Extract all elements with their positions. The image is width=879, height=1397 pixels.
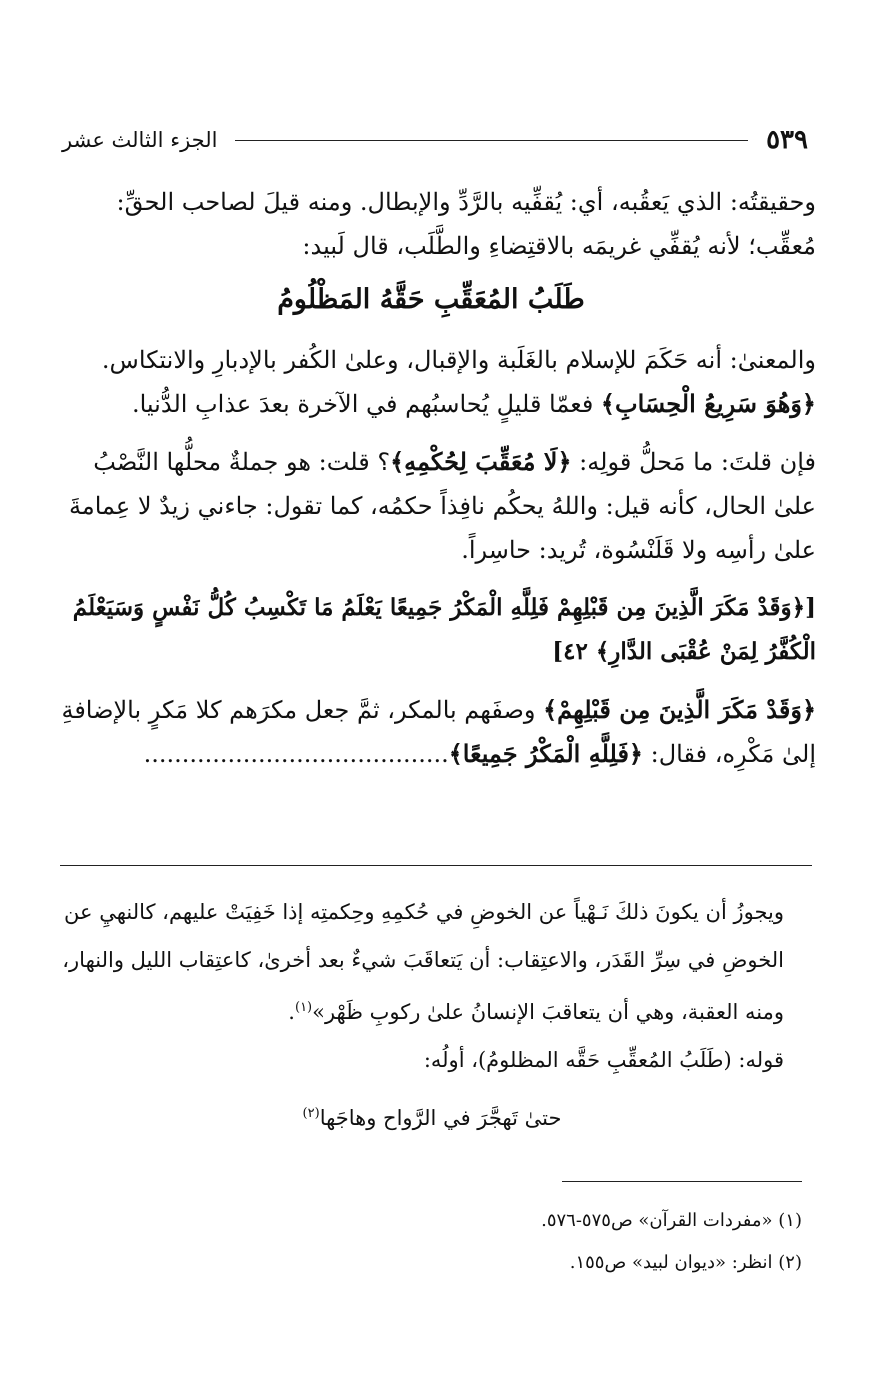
footnote-2: (٢) انظر: «ديوان لبيد» ص١٥٥. <box>569 1252 802 1273</box>
paragraph-definition: وحقيقتُه: الذي يَعقُبه، أي: يُقفِّيه بالرَّدِّ والإبطال. ومنه قيلَ لصاحب الحقِّ: مُعقِّب؛ لأنه يُقفِّي غريمَه بالاقتِضاءِ والطَّلَب، قال لَبيد: <box>116 188 816 260</box>
quran-quote: ﴿فَلِلَّهِ الْمَكْرُ جَمِيعًا﴾ <box>448 739 643 768</box>
paragraph-hisab <box>46 382 816 426</box>
footnote-rule <box>562 1181 802 1182</box>
paragraph-text: وصفَهم بالمكر، ثمَّ جعل مكرَهم كلا مَكرٍ بالإضافةِ إلىٰ مَكْرِه، فقال: <box>61 696 816 768</box>
quran-quote: ﴿وَقَدْ مَكَرَ الَّذِينَ مِن قَبْلِهِمْ﴾ <box>543 695 816 724</box>
paragraph-text: فعمّا قليلٍ يُحاسبُهم في الآخرة بعدَ عذابِ الدُّنيا. <box>131 390 601 418</box>
paragraph-meaning: والمعنىٰ: أنه حَكَمَ للإسلام بالغَلَبة والإقبال، وعلىٰ الكُفر بالإدبارِ والانتكاس. <box>101 346 816 374</box>
continuation-dots: ........................................ <box>143 740 449 768</box>
commentary-divider <box>60 865 812 866</box>
commentary-quote-line: قوله: (طَلَبُ المُعقِّبِ حَقَّه المظلومُ)، أولُه: <box>423 1048 784 1072</box>
verse-42: [﴿وَقَدْ مَكَرَ الَّذِينَ مِن قَبْلِهِمْ فَلِلَّهِ الْمَكْرُ جَمِيعًا يَعْلَمُ مَا تَكْسِبُ كُلُّ نَفْسٍ وَسَيَعْلَمُ الْكُفَّرُ لِمَنْ عُقْبَى الدَّارِ﴾ ٤٢] <box>72 594 816 665</box>
commentary-text-end: . <box>288 1000 295 1024</box>
quran-quote: ﴿وَهُوَ سَرِيعُ الْحِسَابِ﴾ <box>600 389 816 418</box>
paragraph-text: ؟ قلت: هو جملةٌ محلُّها النَّصْبُ علىٰ الحال، كأنه قيل: واللهُ يحكُم نافِذاً حكمُه، كما تقول: جاءني زيدٌ لا عِمامةَ علىٰ رأسِه ولا قَلَنْسُوة، تُريد: حاسِراً. <box>68 448 816 564</box>
header-rule <box>235 140 748 141</box>
footnote-ref-1: (١) <box>294 1000 313 1015</box>
volume-title: الجزء الثالث عشر <box>62 128 218 152</box>
commentary-text: ويجوزُ أن يكونَ ذلكَ نَـهْياً عن الخوضِ في حُكمِهِ وحِكمتِه إذا خَفِيَتْ عليهم، كالنهيِ عن الخوضِ في سِرِّ القَدَر، والاعتِقاب: أن يَتعاقَبَ شيءٌ بعد أخرىٰ، كاعتِقاب الليل والنهار، ومنه العقبة، وهي أن يتعاقبَ الإنسانُ علىٰ ركوبِ ظَهْر» <box>62 900 784 1024</box>
quran-quote: ﴿لَا مُعَقِّبَ لِحُكْمِهِ﴾ <box>390 447 572 476</box>
paragraph-text: فإن قلتَ: ما مَحلُّ قولِه: <box>571 448 816 476</box>
footnote-ref-2: (٢) <box>302 1106 320 1121</box>
poem-line <box>52 1090 812 1142</box>
footnote-1: (١) «مفردات القرآن» ص٥٧٥-٥٧٦. <box>541 1210 802 1231</box>
commentary-section <box>52 888 812 1142</box>
paragraph-makr <box>46 688 816 776</box>
poetry-quote: طَلَبُ المُعَقِّبِ حَقَّهُ المَظْلُومُ <box>277 284 585 315</box>
footnotes <box>300 1200 802 1284</box>
poem-text: حتىٰ تَهجَّرَ في الرَّواح وهاجَها <box>319 1106 562 1130</box>
page-header <box>62 122 808 158</box>
commentary-paragraph <box>52 888 812 1036</box>
main-text <box>46 180 816 776</box>
page-number: ٥٣٩ <box>766 125 808 155</box>
paragraph-question <box>46 440 816 572</box>
